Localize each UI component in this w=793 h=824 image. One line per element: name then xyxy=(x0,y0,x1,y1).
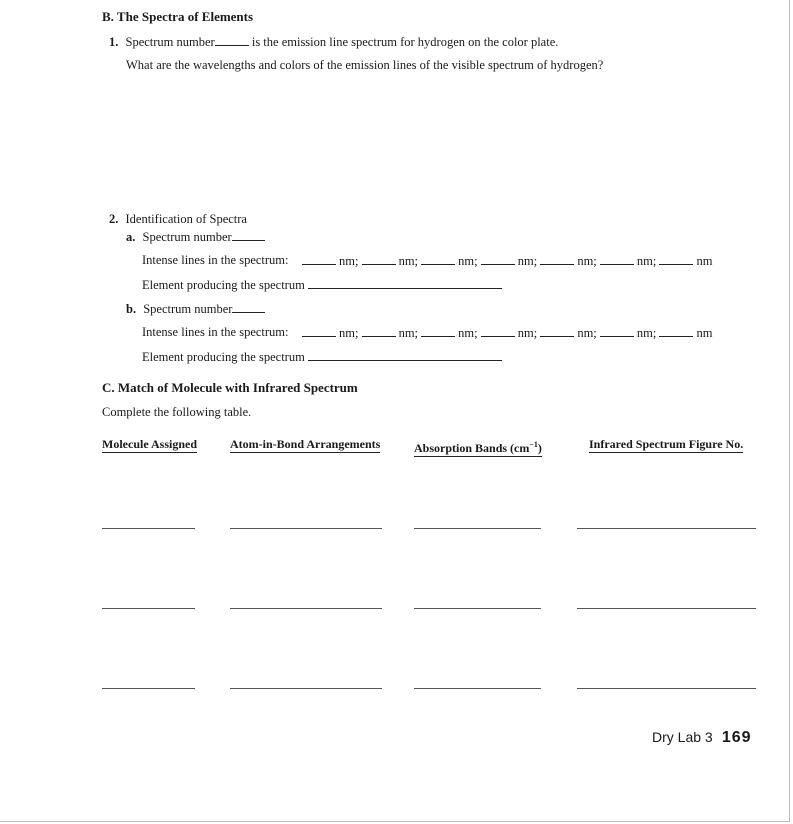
column-header-molecule-text: Molecule Assigned xyxy=(102,437,197,451)
line-blank[interactable] xyxy=(362,325,396,337)
part-b-letter: b. xyxy=(126,302,137,316)
part-b-lines-label: Intense lines in the spectrum: xyxy=(142,325,289,339)
line-blank[interactable] xyxy=(421,253,455,265)
table-cell-figure-row-3[interactable] xyxy=(577,688,756,689)
question-2-number: 2. xyxy=(109,212,119,226)
section-c-instruction: Complete the following table. xyxy=(102,405,252,419)
column-header-atom-text: Atom-in-Bond Arrangements xyxy=(230,437,381,451)
column-header-absorption-close: ) xyxy=(537,441,542,455)
line-blank[interactable] xyxy=(659,253,693,265)
table-cell-atom-row-3[interactable] xyxy=(230,688,382,689)
table-cell-figure-row-1[interactable] xyxy=(577,528,756,529)
part-a-element-blank[interactable] xyxy=(308,277,502,289)
section-b-heading: B. The Spectra of Elements xyxy=(102,9,254,24)
line-blank[interactable] xyxy=(540,325,574,337)
line-blank[interactable] xyxy=(302,253,336,265)
column-header-atom xyxy=(230,437,380,452)
table-cell-absorption-row-2[interactable] xyxy=(414,608,541,609)
unit-label: nm; xyxy=(577,326,597,340)
unit-label: nm; xyxy=(458,254,478,268)
line-blank[interactable] xyxy=(481,253,515,265)
column-header-absorption xyxy=(414,437,542,456)
unit-label: nm; xyxy=(636,326,657,340)
footer-label: Dry Lab 3 xyxy=(652,729,713,745)
unit-label: nm xyxy=(696,326,713,340)
part-a-spectrum-label: Spectrum number xyxy=(142,230,232,244)
line-blank[interactable] xyxy=(540,253,574,265)
part-b-element xyxy=(142,349,502,365)
page-edge-bottom xyxy=(0,821,790,822)
unit-label: nm; xyxy=(517,326,538,340)
part-a-lines-label: Intense lines in the spectrum: xyxy=(142,253,289,267)
part-b-element-label: Element producing the spectrum xyxy=(142,350,305,364)
column-header-absorption-superscript: −1 xyxy=(529,440,538,449)
table-cell-absorption-row-1[interactable] xyxy=(414,528,541,529)
question-1-text-after: is the emission line spectrum for hydrogen on the color plate. xyxy=(251,35,559,49)
question-1-text-before: Spectrum number xyxy=(125,35,215,49)
unit-label: nm; xyxy=(517,254,538,268)
unit-label: nm; xyxy=(636,254,657,268)
line-blank[interactable] xyxy=(302,325,336,337)
part-b-spectrum xyxy=(126,301,265,317)
line-blank[interactable] xyxy=(362,253,396,265)
page-edge-right xyxy=(789,0,790,822)
part-a-spectrum-blank[interactable] xyxy=(232,229,265,241)
table-cell-molecule-row-2[interactable] xyxy=(102,608,195,609)
table-cell-atom-row-1[interactable] xyxy=(230,528,382,529)
unit-label: nm; xyxy=(458,326,478,340)
table-cell-absorption-row-3[interactable] xyxy=(414,688,541,689)
unit-label: nm; xyxy=(398,326,419,340)
question-2 xyxy=(109,212,247,227)
question-2-title: Identification of Spectra xyxy=(125,212,247,226)
part-a-letter: a. xyxy=(126,230,136,244)
unit-label: nm; xyxy=(398,254,419,268)
line-blank[interactable] xyxy=(659,325,693,337)
unit-label: nm; xyxy=(339,254,359,268)
column-header-molecule xyxy=(102,437,197,452)
part-b-spectrum-blank[interactable] xyxy=(232,301,265,313)
table-cell-figure-row-2[interactable] xyxy=(577,608,756,609)
table-cell-atom-row-2[interactable] xyxy=(230,608,382,609)
line-blank[interactable] xyxy=(600,325,634,337)
column-header-absorption-text: Absorption Bands (cm xyxy=(414,441,530,455)
part-b-spectrum-label: Spectrum number xyxy=(143,302,233,316)
part-a-spectrum xyxy=(126,229,265,245)
part-a-element-label: Element producing the spectrum xyxy=(142,278,305,292)
line-blank[interactable] xyxy=(600,253,634,265)
column-header-figure xyxy=(589,437,743,452)
part-a-element xyxy=(142,277,502,293)
table-cell-molecule-row-3[interactable] xyxy=(102,688,195,689)
line-blank[interactable] xyxy=(421,325,455,337)
section-c-heading: C. Match of Molecule with Infrared Spectrum xyxy=(102,380,358,395)
part-b-element-blank[interactable] xyxy=(308,349,502,361)
column-header-figure-text: Infrared Spectrum Figure No. xyxy=(589,437,744,451)
page-number: 169 xyxy=(721,729,752,746)
spectrum-number-blank[interactable] xyxy=(215,34,249,46)
question-1-prompt: What are the wavelengths and colors of the emission lines of the visible spectrum of hydrogen? xyxy=(126,58,604,72)
unit-label: nm xyxy=(696,254,713,268)
unit-label: nm; xyxy=(339,326,359,340)
page-footer xyxy=(652,728,752,747)
part-a-lines xyxy=(302,253,712,269)
part-b-lines xyxy=(302,325,712,341)
question-1 xyxy=(109,34,558,50)
question-1-number: 1. xyxy=(109,35,119,49)
unit-label: nm; xyxy=(577,254,597,268)
line-blank[interactable] xyxy=(481,325,515,337)
table-cell-molecule-row-1[interactable] xyxy=(102,528,195,529)
